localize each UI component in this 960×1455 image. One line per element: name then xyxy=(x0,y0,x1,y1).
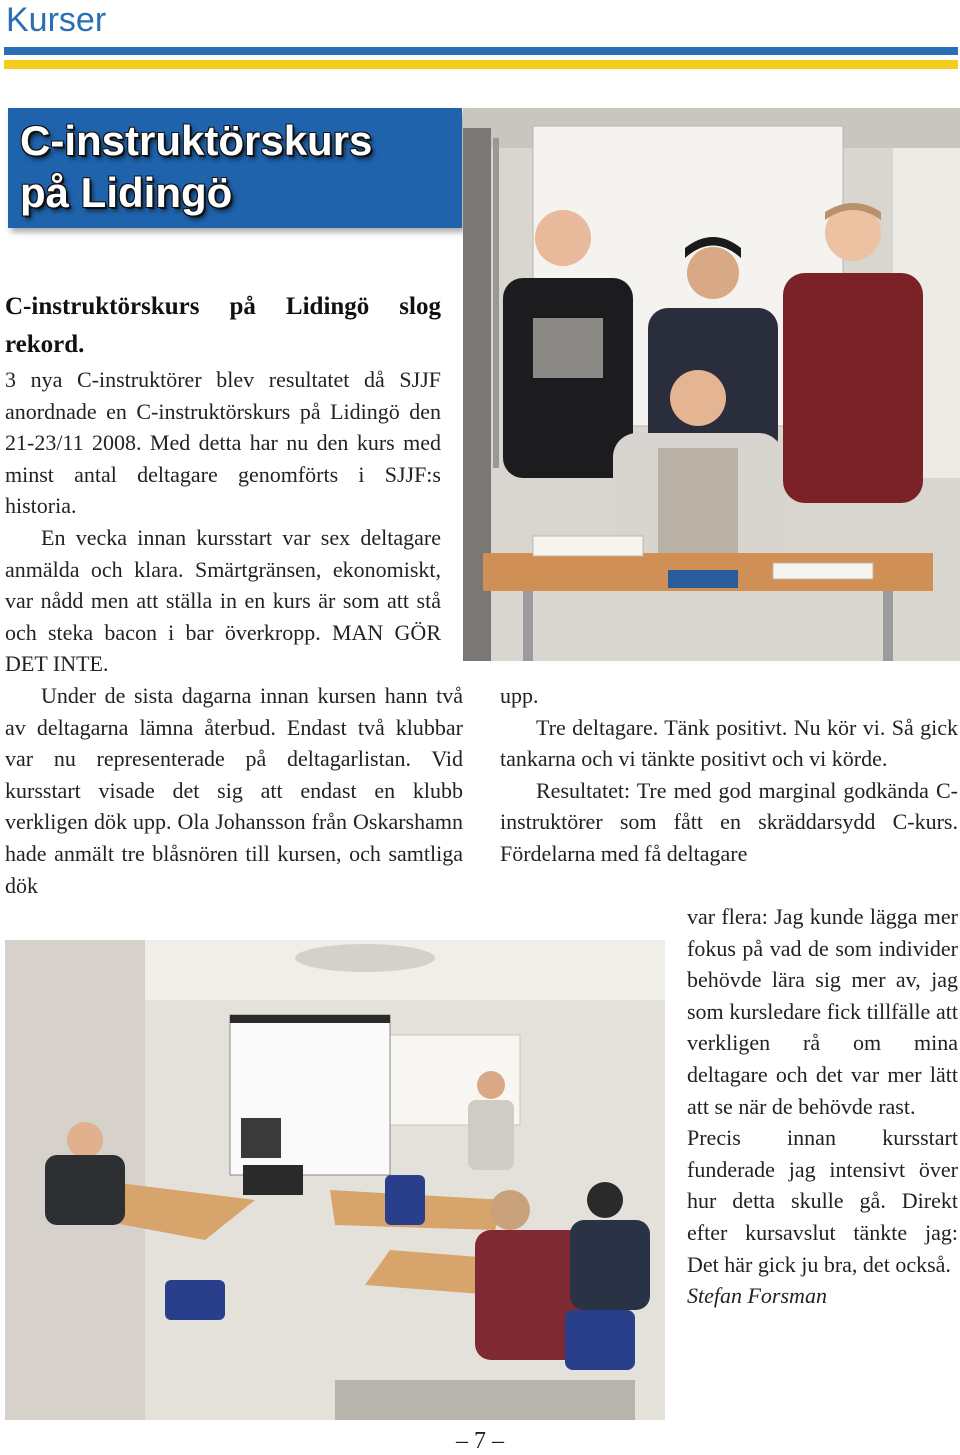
classroom-photo-image xyxy=(5,940,665,1420)
page-number: – 7 – xyxy=(456,1428,504,1454)
group-photo-image xyxy=(463,108,960,661)
signature: Stefan Forsman xyxy=(687,1283,827,1309)
left-column xyxy=(5,288,441,680)
title-line-2: på Lidingö xyxy=(20,169,233,216)
paragraph-5: Resultatet: Tre med god marginal godkända C-instruktörer som fått en skräddarsydd C-kurs. Fördelarna med få deltagare xyxy=(500,777,958,866)
article-lead: C-instruktörskurs på Lidingö slog rekord. xyxy=(5,293,441,358)
paragraph-1: 3 nya C-instruktörer blev resultatet då SJJF anordnade en C-instruktörskurs på Lidingö den 21-23/11 2008. Med detta har nu den kurs med minst antal deltagare genomförts i SJJF:s historia. xyxy=(5,367,441,519)
right-column xyxy=(500,680,958,870)
article-title xyxy=(20,115,460,219)
paragraph-3-end: upp. xyxy=(500,683,539,708)
group-photo xyxy=(463,108,960,661)
title-line-1: C-instruktörskurs xyxy=(20,117,373,164)
header-rule-blue xyxy=(4,47,958,55)
paragraph-4: Tre deltagare. Tänk positivt. Nu kör vi. Så gick tankarna och vi tänkte positivt och vi körde. xyxy=(500,714,958,772)
left-column-lower xyxy=(5,680,463,901)
right-column-lower xyxy=(687,901,958,1312)
section-label: Kurser xyxy=(6,1,107,39)
paragraph-5-cont: var flera: Jag kunde lägga mer fokus på vad de som individer behövde lära sig mer av, jag som kursledare fick tillfälle att verkligen rå om mina deltagare och det var mer lätt att se när de behövde rast. xyxy=(687,904,958,1119)
header-rule-yellow xyxy=(4,60,958,69)
paragraph-2: En vecka innan kursstart var sex deltagare anmälda och klara. Smärtgränsen, ekonomiskt, var nådd men att ställa in en kurs är som att stå och steka bacon i bar överkropp. MAN GÖR DET INTE. xyxy=(5,524,441,677)
classroom-photo xyxy=(5,940,665,1420)
paragraph-3: Under de sista dagarna innan kursen hann två av deltagarna lämna återbud. Endast två klubbar var nu representerade på deltagarlistan. Vid kursstart visade det sig att endast en klubb verkligen dök upp. Ola Johansson från Oskarshamn hade anmält tre blåsnören till kursen, och samtliga dök xyxy=(5,683,463,898)
paragraph-6: Precis innan kursstart funderade jag intensivt över hur detta skulle gå. Direkt efter kursavslut tänkte jag: Det här gick ju bra, det också. xyxy=(687,1125,958,1277)
